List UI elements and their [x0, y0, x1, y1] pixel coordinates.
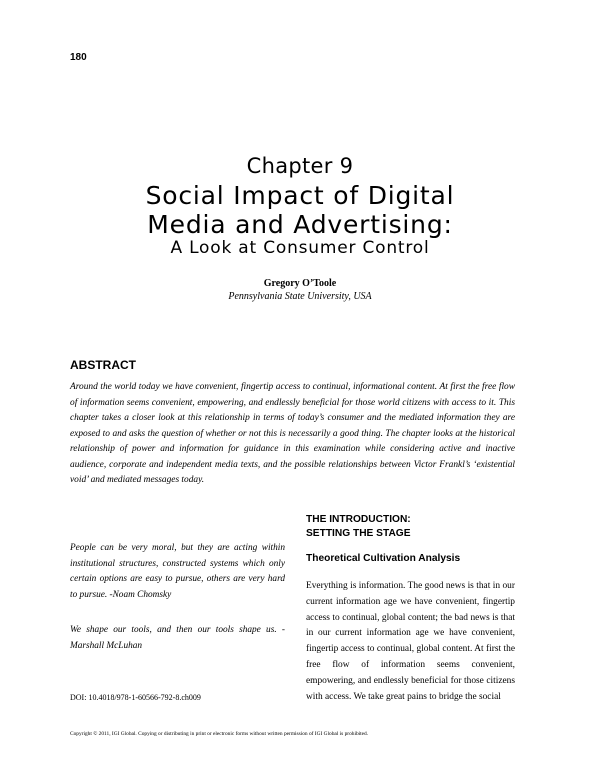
- epigraph-quote-chomsky: People can be very moral, but they are acting within institutional structures, constructed systems which only certain options are easy to pursue, others are very hard to pursue. -Noam Chomsky: [70, 543, 285, 600]
- section-heading-line-2: SETTING THE STAGE: [306, 528, 411, 539]
- chapter-title: [0, 181, 600, 239]
- author-affiliation: Pennsylvania State University, USA: [228, 291, 372, 302]
- page-number: 180: [70, 52, 87, 63]
- body-paragraph: Everything is information. The good news is that in our current information age we have convenient, fingertip access to continual, global content; the bad news is that in our current information age we have convenient, fingertip access to continual, global content. At first the free flow of information seems convenient, empowering, and endlessly beneficial for those citizens with access. We take great pains to bridge the social: [306, 581, 515, 702]
- author-name: Gregory O’Toole: [263, 278, 337, 289]
- abstract-heading: ABSTRACT: [70, 358, 136, 372]
- section-heading: [306, 513, 411, 541]
- doi-reference: DOI: 10.4018/978-1-60566-792-8.ch009: [70, 693, 201, 702]
- chapter-label: Chapter 9: [246, 154, 354, 178]
- subsection-heading: Theoretical Cultivation Analysis: [306, 553, 461, 564]
- title-line-1: Social Impact of Digital: [145, 181, 455, 210]
- section-heading-line-1: THE INTRODUCTION:: [306, 514, 411, 525]
- epigraph-quote-mcluhan: We shape our tools, and then our tools shape us. -Marshall McLuhan: [70, 625, 285, 651]
- title-line-2: Media and Advertising:: [147, 210, 453, 239]
- abstract-text: Around the world today we have convenient, fingertip access to continual, informational content. At first the free flow of information seems convenient, empowering, and endlessly beneficial for those world citizens with access to it. This chapter takes a closer look at this relationship in terms of today’s consumer and the mediated information they are exposed to and asks the question of whether or not this is necessarily a good thing. The chapter looks at the historical relationship of power and information for guidance in this examination while considering active and inactive audience, corporate and independent media texts, and the possible relationships between Victor Frankl’s ‘existential void’ and mediated messages today.: [70, 382, 515, 485]
- chapter-subtitle: A Look at Consumer Control: [170, 238, 430, 258]
- copyright-notice: Copyright © 2011, IGI Global. Copying or distributing in print or electronic forms without written permission of IGI Global is prohibited.: [70, 731, 369, 737]
